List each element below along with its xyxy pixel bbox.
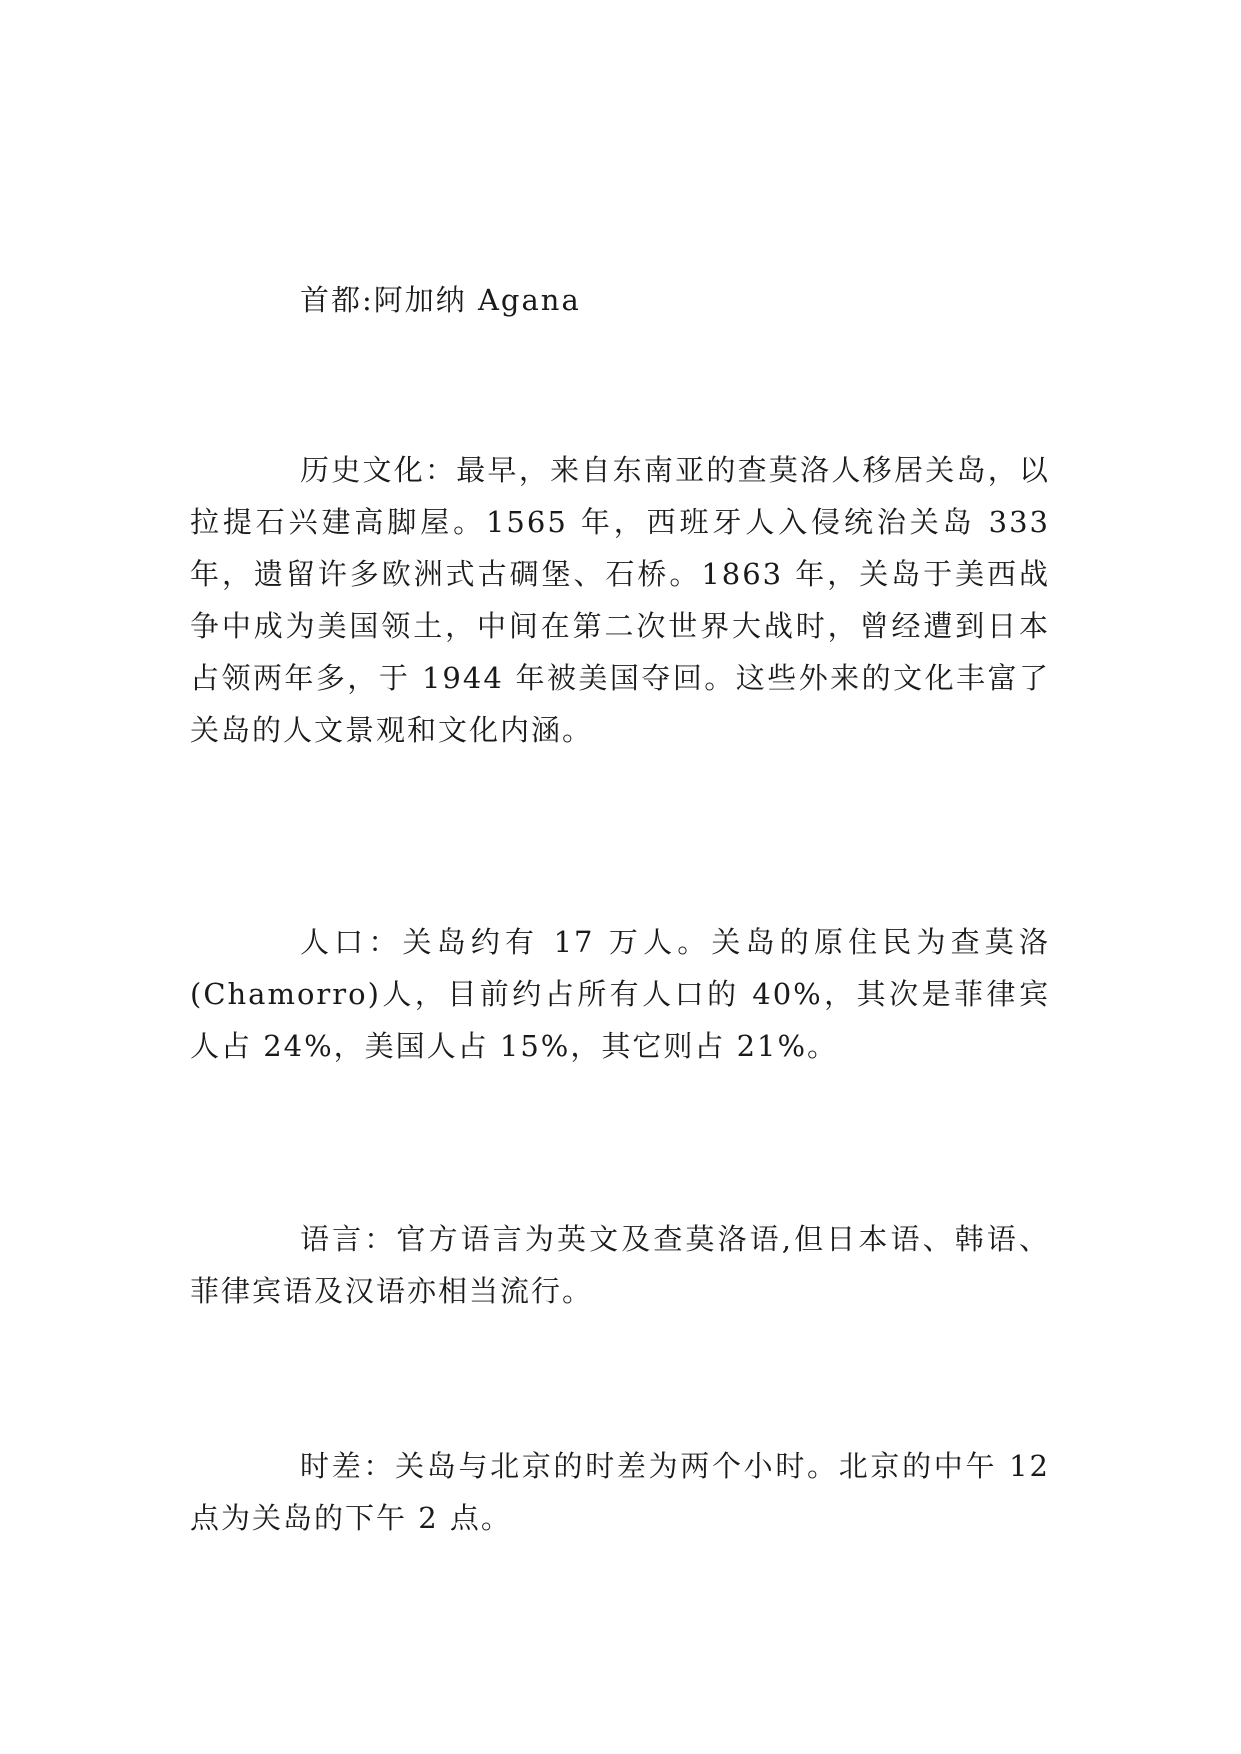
language-paragraph: 语言：官方语言为英文及查莫洛语,但日本语、韩语、菲律宾语及汉语亦相当流行。 [190,1222,1050,1308]
population-paragraph: 人口：关岛约有 17 万人。关岛的原住民为查莫洛(Chamorro)人，目前约占所有人口的 40%，其次是菲律宾人占 24%，美国人占 15%，其它则占 21%。 [190,925,1050,1063]
capital-paragraph: 首都:阿加纳 Agana [300,283,581,317]
history-culture-paragraph: 历史文化：最早，来自东南亚的查莫洛人移居关岛，以拉提石兴建高脚屋。1565 年，西班牙人入侵统治关岛 333 年，遗留许多欧洲式古碉堡、石桥。1863 年，关岛于美西战争中成为美国领土，中间在第二次世界大战时，曾经遭到日本占领两年多，于 1944 年被美国夺回。这些外来的文化丰富了关岛的人文景观和文化内涵。 [190,453,1050,747]
time-difference-paragraph: 时差：关岛与北京的时差为两个小时。北京的中午 12 点为关岛的下午 2 点。 [190,1449,1050,1535]
